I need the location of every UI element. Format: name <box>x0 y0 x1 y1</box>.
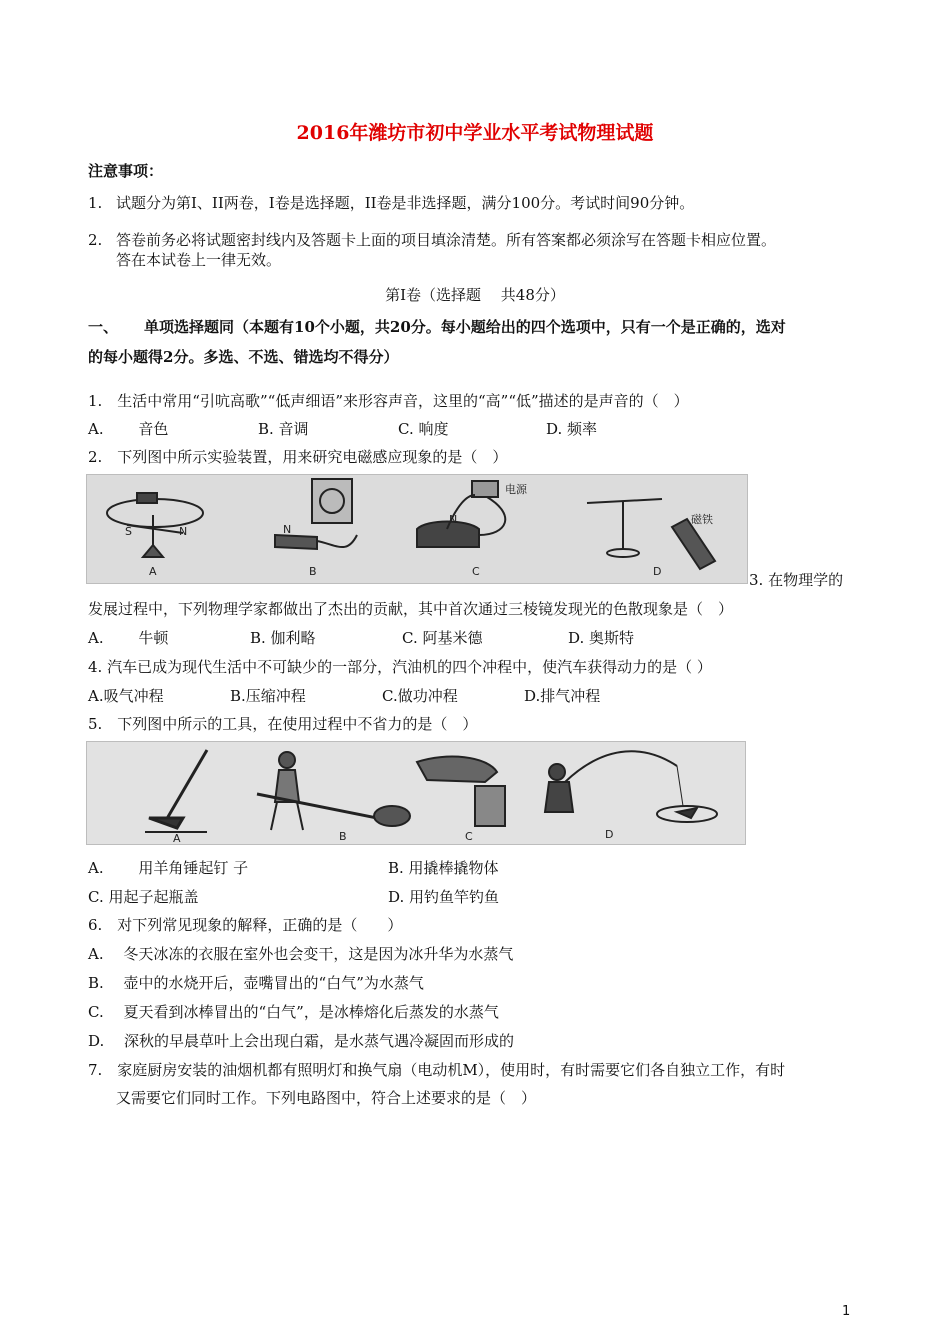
figure-text-magnet: 磁铁 <box>691 513 713 526</box>
part1-heading <box>88 316 786 337</box>
option-a: A.吸气冲程 <box>88 687 164 705</box>
option-b: B. 音调 <box>258 420 309 438</box>
question-7-stem: 7. 家庭厨房安装的油烟机都有照明灯和换气扇（电动机M），使用时，有时需要它们各自独立工作，有时 <box>88 1061 786 1079</box>
section-title: 第I卷（选择题 共48分） <box>385 286 565 304</box>
part1-number: 一、 <box>88 318 119 336</box>
notice-item-text: 试题分为第I、II两卷，I卷是选择题，II卷是非选择题，满分100分。考试时间90分钟。 <box>116 194 695 212</box>
option-b: B. 用撬棒撬物体 <box>388 859 499 877</box>
question-6-option-b: B. 壶中的水烧开后，壶嘴冒出的“白气”为水蒸气 <box>88 974 424 992</box>
question-4-options <box>88 685 600 706</box>
figure-b-crowbar <box>257 752 410 830</box>
option-d: D. 奥斯特 <box>568 629 635 647</box>
question-1-stem: 1. 生活中常用“引吭高歌”“低声细语”来形容声音，这里的“高”“低”描述的是声音的（ ） <box>88 392 689 410</box>
question-5-options-row1 <box>88 857 499 878</box>
option-b: B.压缩冲程 <box>230 687 306 705</box>
option-a: A. 用羊角锤起钉 子 <box>88 859 249 877</box>
question-3-stem-cont: 发展过程中，下列物理学家都做出了杰出的贡献，其中首次通过三棱镜发现光的色散现象是（ ） <box>88 600 734 618</box>
notice-item-2 <box>88 229 776 250</box>
figure-label-b: B <box>309 565 317 578</box>
option-a: A. 牛顿 <box>88 629 169 647</box>
figure-d-fishing-rod <box>545 751 717 822</box>
figure-label-d: D <box>653 565 662 578</box>
option-d: D. 频率 <box>546 420 598 438</box>
question-5-stem: 5. 下列图中所示的工具，在使用过程中不省力的是（ ） <box>88 715 478 733</box>
option-d: D.排气冲程 <box>524 687 601 705</box>
figure-b-galvanometer <box>275 479 357 549</box>
question-7-stem-cont: 又需要它们同时工作。下列电路图中，符合上述要求的是（ ） <box>116 1089 537 1107</box>
figure-label-c: C <box>472 565 480 578</box>
part1-text: 单项选择题同（本题有10个小题，共20分。每小题给出的四个选项中，只有一个是正确的，选对 <box>144 318 786 336</box>
option-c: C. 阿基米德 <box>402 629 483 647</box>
figure-c-power-source <box>417 481 505 547</box>
figure-text-n1: N <box>179 525 188 538</box>
figure-c-bottle-opener <box>417 757 505 826</box>
figure-text-s: S <box>125 525 132 538</box>
figure-text-n2: N <box>283 523 292 536</box>
figure-label-a: A <box>173 832 181 844</box>
option-c: C. 响度 <box>398 420 449 438</box>
part1-heading-cont: 的每小题得2分。多选、不选、错选均不得分） <box>88 348 399 366</box>
figure-text-power: 电源 <box>505 483 527 496</box>
figure-label-d: D <box>605 828 614 841</box>
question-4-stem: 4. 汽车已成为现代生活中不可缺少的一部分，汽油机的四个冲程中，使汽车获得动力的是（ ） <box>88 658 712 676</box>
page-title: 2016年潍坊市初中学业水平考试物理试题 <box>296 122 654 144</box>
question-2-stem: 2. 下列图中所示实验装置，用来研究电磁感应现象的是（ ） <box>88 448 508 466</box>
option-b: B. 伽利略 <box>250 629 316 647</box>
option-c: C.做功冲程 <box>382 687 458 705</box>
option-d: D. 用钓鱼竿钓鱼 <box>388 888 500 906</box>
question-3-stem: 3. 在物理学的 <box>749 571 844 589</box>
question-2-figure <box>86 474 748 584</box>
question-6-option-d: D. 深秋的早晨草叶上会出现白霜，是水蒸气遇冷凝固而形成的 <box>88 1032 515 1050</box>
figure-text-n3: N <box>449 513 458 526</box>
option-c: C. 用起子起瓶盖 <box>88 888 199 906</box>
page-number: 1 <box>842 1304 851 1319</box>
notice-item-text: 答卷前务必将试题密封线内及答题卡上面的项目填涂清楚。所有答案都必须涂写在答题卡相应位置。 <box>116 231 777 249</box>
notice-heading: 注意事项： <box>88 162 164 180</box>
question-3-options <box>88 627 634 648</box>
question-5-options-row2 <box>88 886 499 907</box>
notice-item-1 <box>88 192 694 213</box>
option-a: A. 音色 <box>88 420 169 438</box>
notice-item-number: 2. <box>88 231 103 249</box>
question-5-figure <box>86 741 746 845</box>
question-1-options <box>88 418 597 439</box>
question-6-stem: 6. 对下列常见现象的解释，正确的是（ ） <box>88 916 403 934</box>
figure-a-hammer <box>145 750 207 832</box>
notice-item-2-cont: 答在本试卷上一律无效。 <box>116 251 282 269</box>
notice-item-number: 1. <box>88 194 103 212</box>
figure-label-a: A <box>149 565 157 578</box>
figure-label-b: B <box>339 830 347 843</box>
question-6-option-a: A. 冬天冰冻的衣服在室外也会变干，这是因为冰升华为水蒸气 <box>88 945 514 963</box>
figure-a-compass <box>107 493 203 557</box>
question-6-option-c: C. 夏天看到冰棒冒出的“白气”，是冰棒熔化后蒸发的水蒸气 <box>88 1003 499 1021</box>
figure-d-magnet-stand <box>587 499 715 569</box>
figure-label-c: C <box>465 830 473 843</box>
